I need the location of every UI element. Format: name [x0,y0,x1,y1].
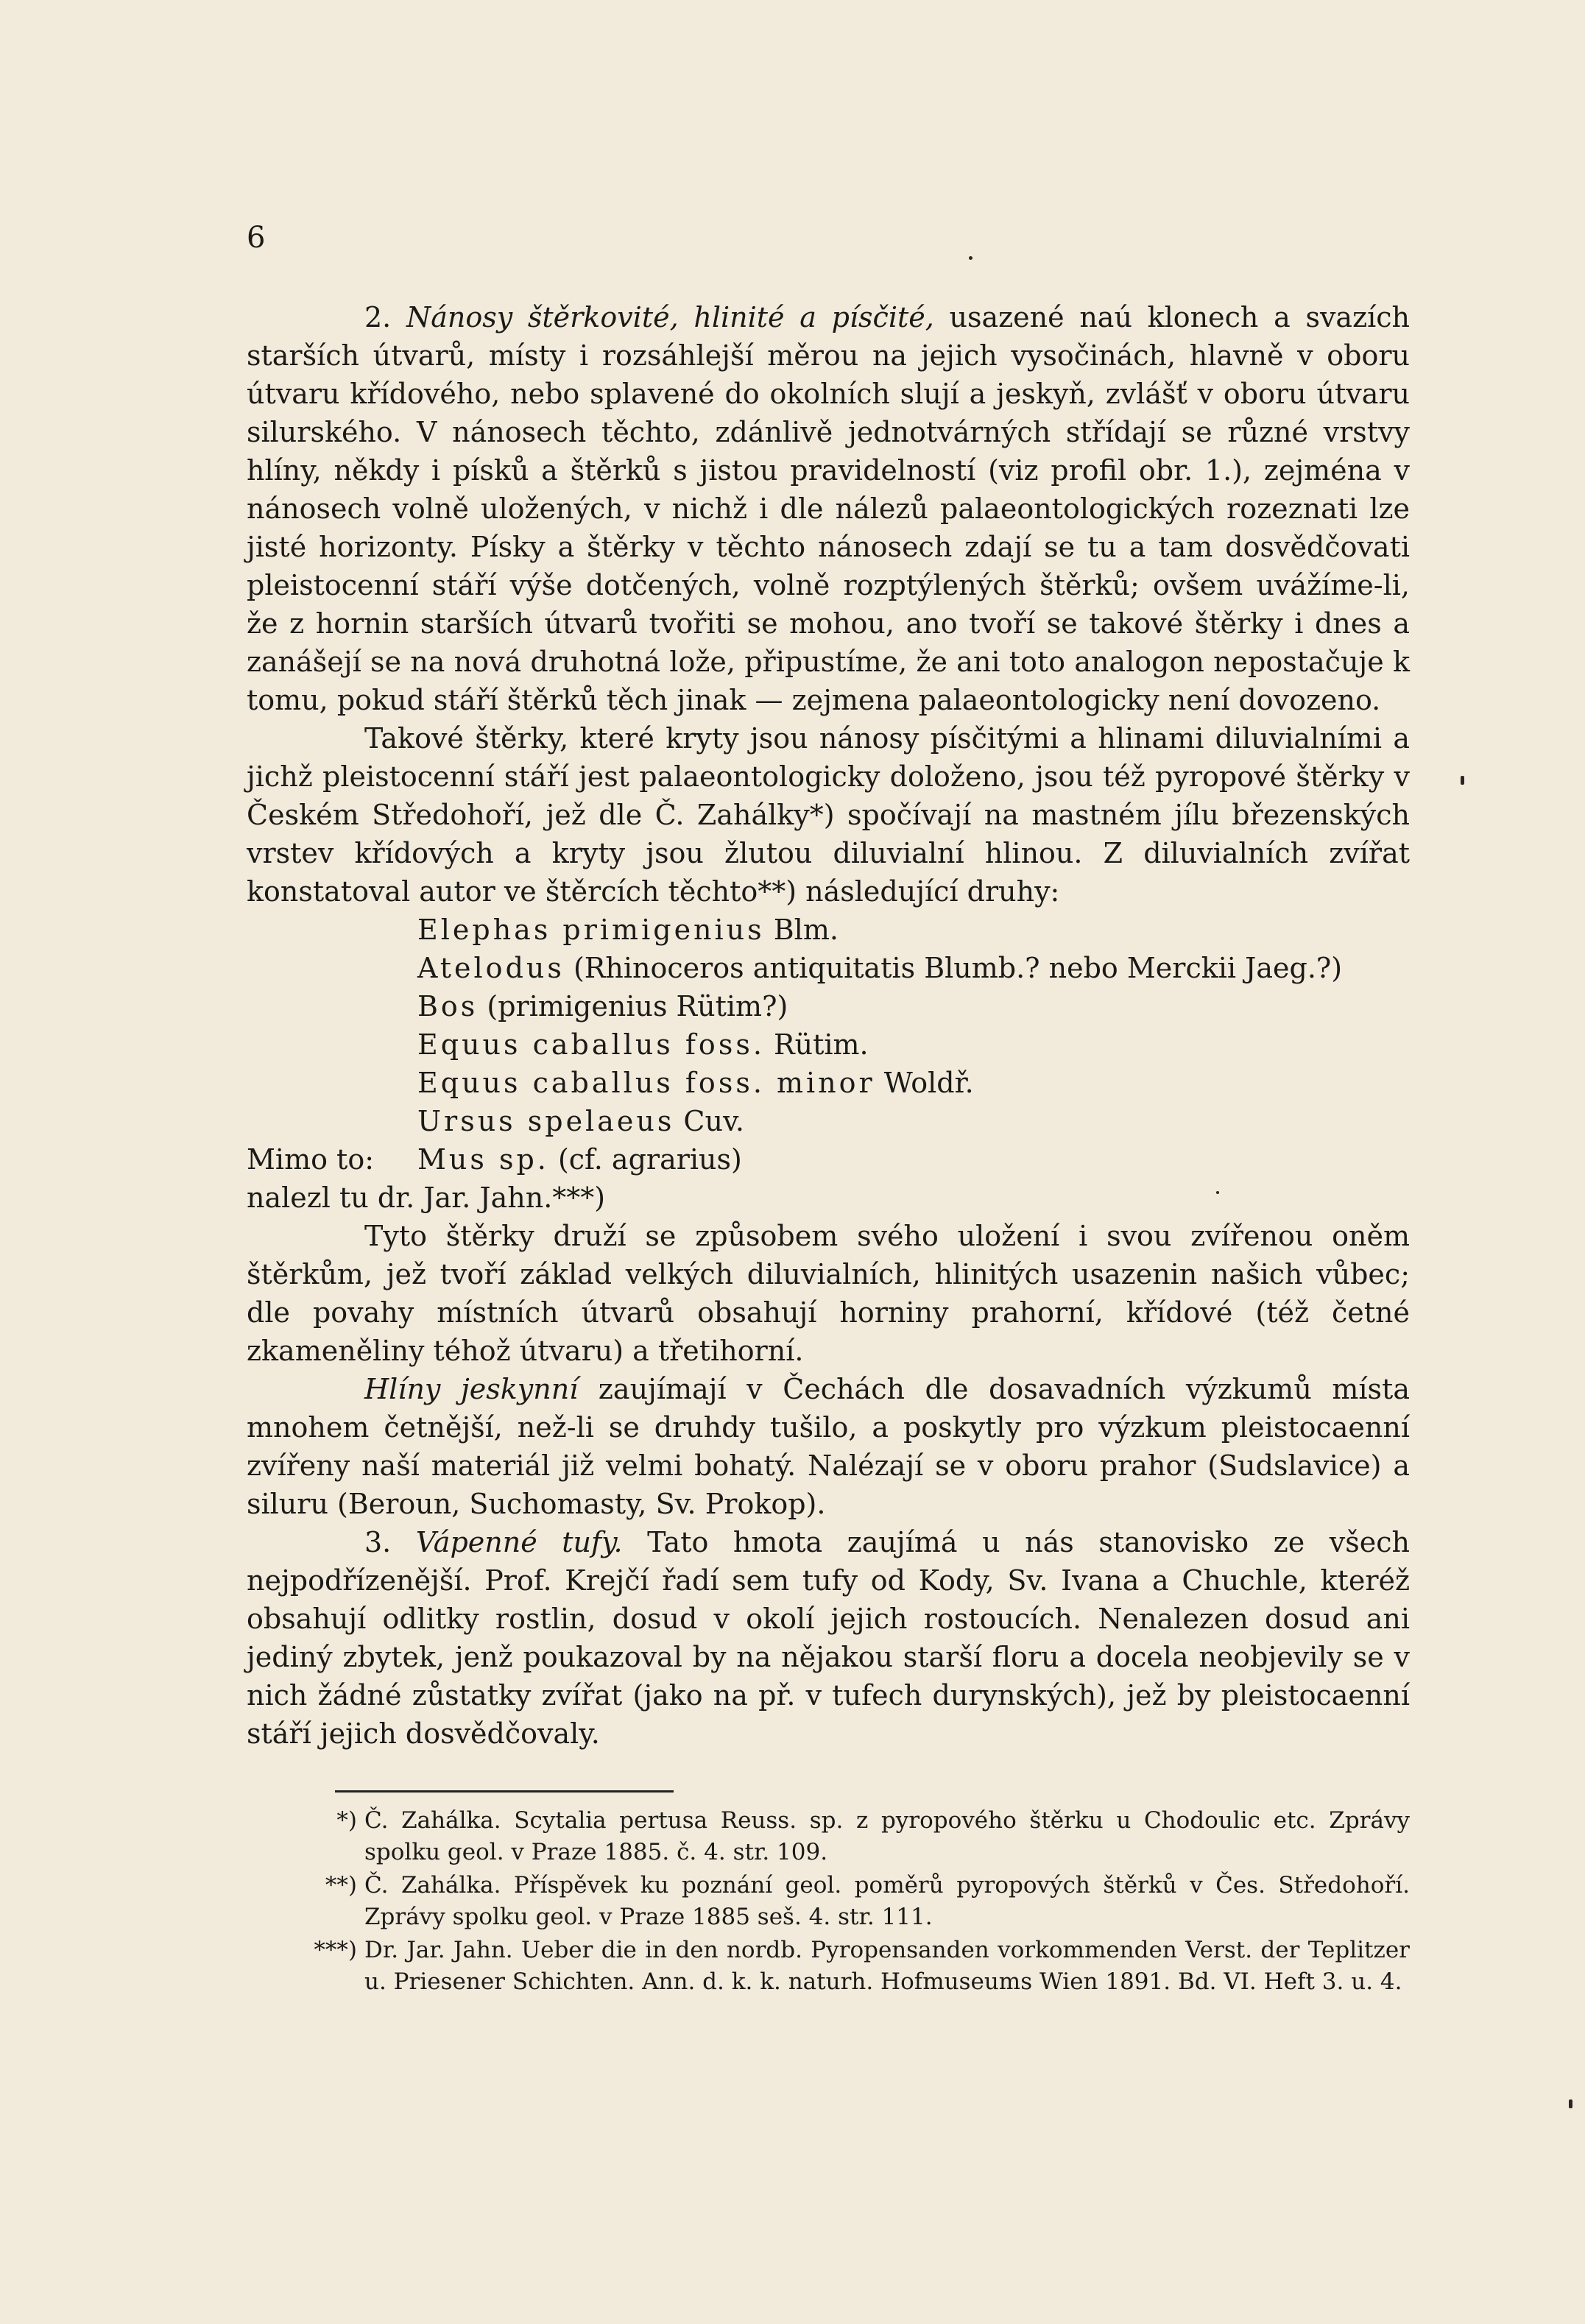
section-title: Hlíny jeskynní [364,1373,579,1405]
paragraph-text: usazené naú klonech a svazích starších útvarů, místy i rozsáhlejší měrou na jejich vysočinách, hlavně v oboru útvaru křídového, nebo splavené do okolních slují a jeskyň, zvlášť v oboru útvaru silurského. V nánosech těchto, zdánlivě jednotvárných střídají se různé vrstvy hlíny, někdy i písků a štěrků s jistou pravidelností (viz profil obr. 1.), zejména v nánosech volně uložených, v nichž i dle nálezů palaeontologických rozeznati lze jisté horizonty. Písky a štěrky v těchto nánosech zdají se tu a tam dosvědčovati pleistocenní stáří výše dotčených, volně rozptýlených štěrků; ovšem uvážíme-li, že z hornin starších útvarů tvořiti se mohou, ano tvoří se takové štěrky i dnes a zanášejí se na nová druhotná lože, připustíme, že ani toto analogon nepostačuje k tomu, pokud stáří štěrků těch jinak — zejmena palaeontologicky není dovozeno. [247,301,1410,716]
page-number: 6 [247,221,266,255]
species-item [247,911,1410,949]
print-speck [1569,2099,1572,2108]
section-title: Vápenné tufy. [415,1526,623,1558]
species-authority: (Rhinoceros antiquitatis Blumb.? nebo Merckii Jaeg.?) [564,952,1343,984]
species-item [247,949,1410,987]
species-item [247,1102,1410,1140]
species-authority: Rütim. [764,1028,869,1061]
paragraph-text: zaujímají v Čechách dle dosavadních výzkumů místa mnohem četnější, než-li se druhdy tušilo, a poskytly pro výzkum pleistocaenní zvířeny naší materiál již velmi bohatý. Nalézají se v oboru prahor (Sudslavice) a siluru (Beroun, Suchomasty, Sv. Prokop). [247,1373,1410,1520]
footnote-text: Č. Zahálka. Scytalia pertusa Reuss. sp. z pyropového štěrku u Chodoulic etc. Zprávy spolku geol. v Praze 1885. č. 4. str. 109. [364,1807,1410,1865]
species-name: Equus caballus foss. minor [417,1067,875,1099]
species-authority: Woldř. [875,1067,974,1099]
paragraph-pyrope-gravels: Takové štěrky, které kryty jsou nánosy písčitými a hlinami diluvialními a jichž pleistocenní stáří jest palaeontologicky doloženo, jsou též pyropové štěrky v Českém Středohoří, jež dle Č. Zahálky*) spočívají na mastném jílu březenských vrstev křídových a kryty jsou žlutou diluvialní hlinou. Z diluvialních zvířat konstatoval autor ve štěrcích těchto**) následující druhy: [247,722,1410,908]
footnote-mark: ***) [314,1937,357,1963]
footnote-mark: **) [325,1872,357,1899]
species-item [247,1025,1410,1064]
print-speck [1461,776,1464,785]
mimo-to-line [247,1140,1410,1179]
print-speck [1216,1191,1219,1194]
paragraph-text: Tato hmota zaujímá u nás stanovisko ze všech nejpodřízenější. Prof. Krejčí řadí sem tufy od Kody, Sv. Ivana a Chuchle, kteréž obsahují odlitky rostlin, dosud v okolí jejich rostoucích. Nenalezen dosud ani jediný zbytek, jenž poukazoval by na nějakou starší floru a docela neobjevily se v nich žádné zůstatky zvířat (jako na př. v tufech durynských), jež by pleistocaenní stáří jejich dosvědčovaly. [247,1526,1410,1750]
species-authority: (primigenius Rütim?) [478,990,788,1023]
footnotes [291,1805,1410,1999]
species-item [247,1064,1410,1102]
species-name: Atelodus [417,952,565,984]
main-text [247,298,1410,1753]
footnote-mark: *) [336,1807,357,1834]
species-name: Elephas primigenius [417,914,765,946]
footnote [291,1935,1410,1998]
found-by-line: nalezl tu dr. Jar. Jahn.***) [247,1182,606,1214]
footnote-text: Č. Zahálka. Příspěvek ku poznání geol. poměrů pyropových štěrků v Čes. Středohoří. Zprávy spolku geol. v Praze 1885 seš. 4. str. 111. [364,1872,1410,1930]
species-authority: (cf. agrarius) [548,1143,742,1176]
footnote-divider [335,1790,674,1793]
section-number: 2. [364,301,392,333]
species-list [247,911,1410,1140]
paragraph-gravel-deposits [247,298,1410,719]
print-speck [969,256,972,260]
species-name: Bos [417,990,479,1023]
section-title: Nánosy štěrkovité, hlinité a písčité, [406,301,934,333]
section-number: 3. [364,1526,392,1558]
species-item [247,987,1410,1025]
paragraph-gravel-fauna: Tyto štěrky druží se způsobem svého uložení i svou zvířenou oněm štěrkům, jež tvoří základ velkých diluvialních, hlinitých usazenin našich vůbec; dle povahy místních útvarů obsahují horniny prahorní, křídové (též četné zkameněliny téhož útvaru) a třetihorní. [247,1220,1410,1367]
mimo-to-label: Mimo to: [247,1143,375,1176]
footnote-text: Dr. Jar. Jahn. Ueber die in den nordb. Pyropensanden vorkommenden Verst. der Teplitzer u. Priesener Schichten. Ann. d. k. k. naturh. Hofmuseums Wien 1891. Bd. VI. Heft 3. u. 4. [364,1937,1410,1995]
paragraph-calcareous-tufa [247,1523,1410,1753]
species-name: Ursus spelaeus [417,1105,675,1137]
species-authority: Blm. [764,914,839,946]
footnote [291,1805,1410,1868]
species-authority: Cuv. [674,1105,745,1137]
species-name: Equus caballus foss. [417,1028,765,1061]
footnote [291,1870,1410,1933]
paragraph-cave-clays [247,1370,1410,1523]
species-name: Mus sp. [417,1143,549,1176]
